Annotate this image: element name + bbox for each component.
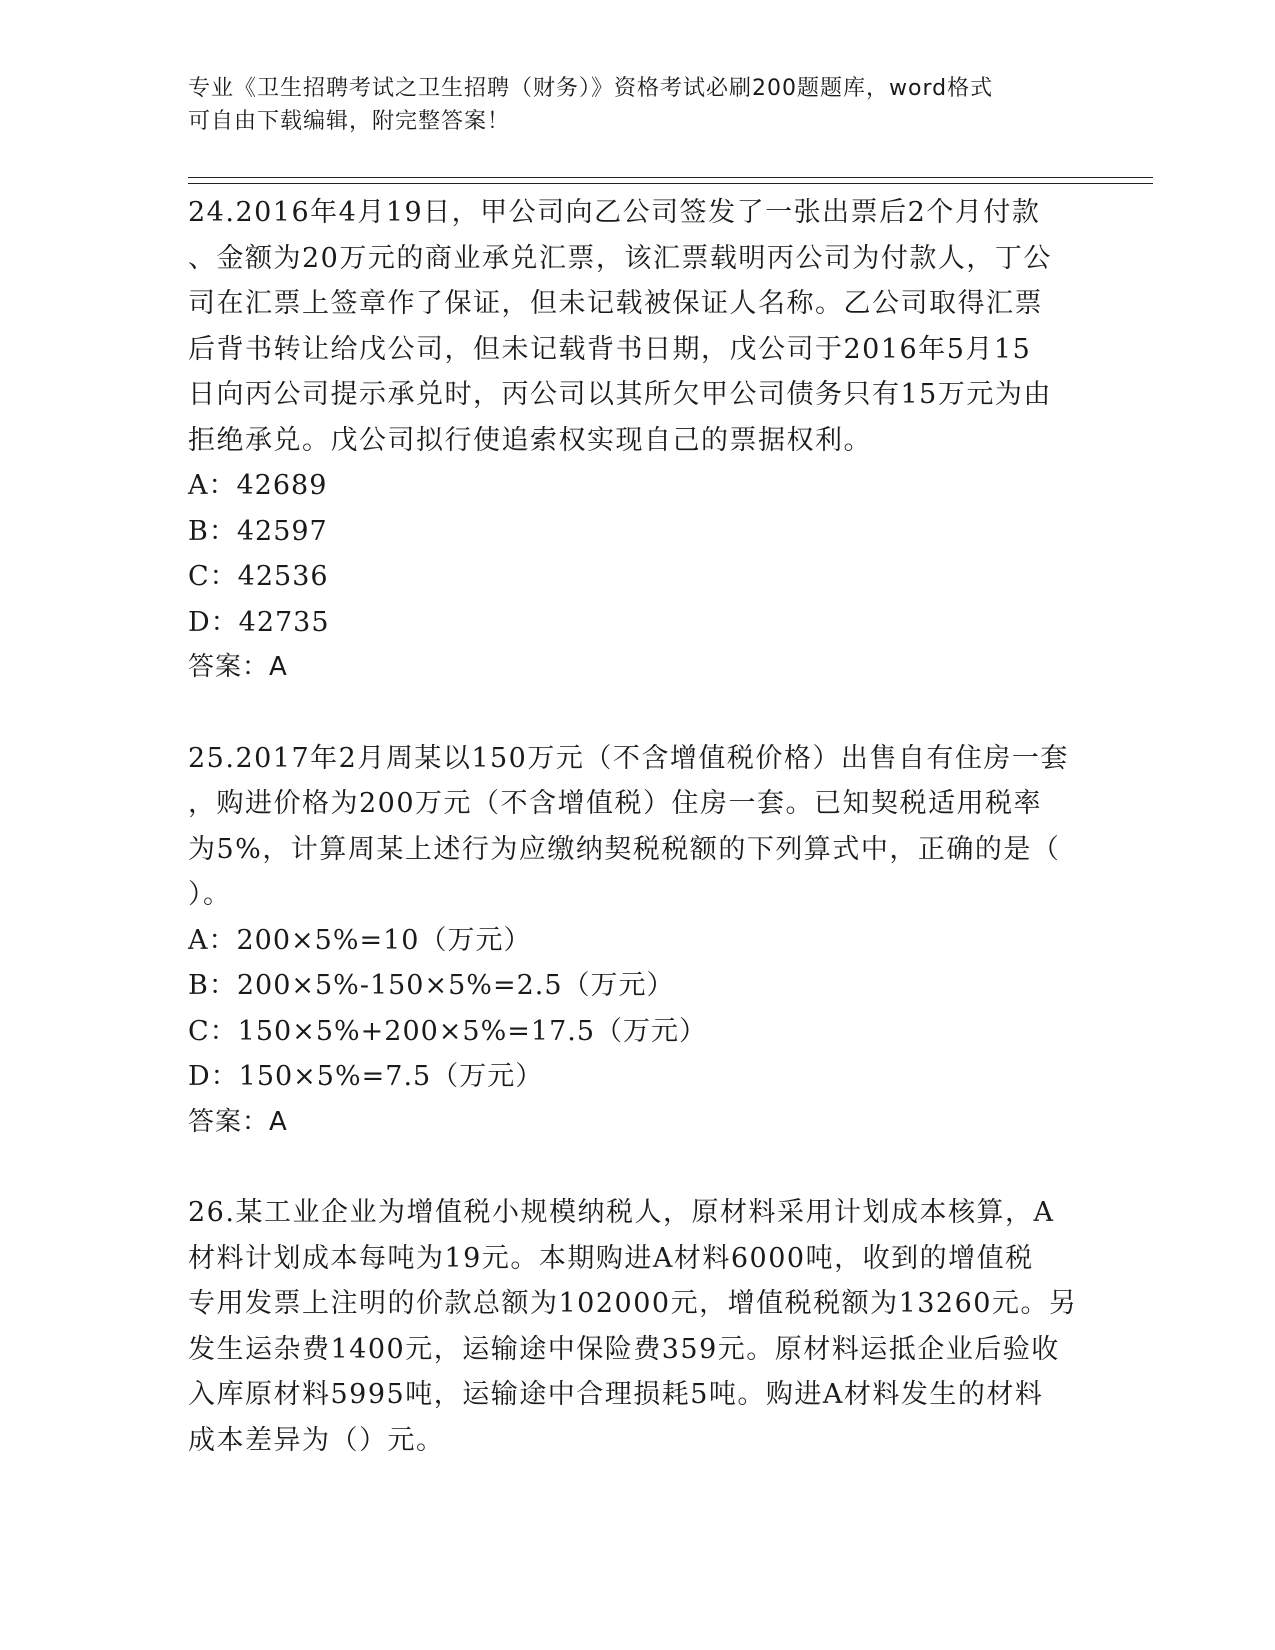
question-26 [188,1190,1088,1463]
question-text-line: 26.某工业企业为增值税小规模纳税人，原材料采用计划成本核算，A [188,1197,1055,1228]
option-a: A：42689 [188,470,328,501]
answer-label: 答案：A [188,652,288,682]
option-b: B：200×5%-150×5%=2.5（万元） [188,970,675,1001]
question-25 [188,736,1088,1146]
question-text-line: 入库原材料5995吨，运输途中合理损耗5吨。购进A材料发生的材料 [188,1379,1044,1410]
question-text-line: 拒绝承兑。戊公司拟行使追索权实现自己的票据权利。 [188,424,872,456]
question-text-line: 为5%，计算周某上述行为应缴纳契税税额的下列算式中，正确的是（ [188,833,1061,865]
question-text-line: 专用发票上注明的价款总额为102000元，增值税税额为13260元。另 [188,1288,1078,1319]
question-text-line: 材料计划成本每吨为19元。本期购进A材料6000吨，收到的增值税 [188,1242,1034,1274]
question-text-line: 后背书转让给戊公司，但未记载背书日期，戊公司于2016年5月15 [188,333,1032,365]
option-b: B：42597 [188,515,328,547]
question-24 [188,190,1088,691]
question-list [188,190,1088,1463]
document-header [188,72,1068,138]
question-text-line: ）。 [188,879,232,910]
question-spacer [188,1145,1088,1190]
question-text-line: 25.2017年2月周某以150万元（不含增值税价格）出售自有住房一套 [188,742,1069,774]
question-text-line: ，购进价格为200万元（不含增值税）住房一套。已知契税适用税率 [188,788,1043,819]
question-text-line: 发生运杂费1400元，运输途中保险费359元。原材料运抵企业后验收 [188,1333,1060,1365]
header-title-line-2: 可自由下载编辑，附完整答案！ [188,109,511,134]
option-a: A：200×5%=10（万元） [188,924,532,956]
question-text-line: 24.2016年4月19日，甲公司向乙公司签发了一张出票后2个月付款 [188,197,1041,228]
option-d: D：150×5%=7.5（万元） [188,1061,544,1092]
header-divider-top [188,177,1153,178]
question-text-line: 日向丙公司提示承兑时，丙公司以其所欠甲公司债务只有15万元为由 [188,379,1052,410]
option-d: D：42735 [188,606,330,638]
question-spacer [188,691,1088,736]
header-divider-bottom [188,183,1153,184]
option-c: C：42536 [188,561,329,592]
option-c: C：150×5%+200×5%=17.5（万元） [188,1015,708,1047]
answer-label: 答案：A [188,1106,288,1137]
question-text-line: 、金额为20万元的商业承兑汇票，该汇票载明丙公司为付款人，丁公 [188,242,1052,274]
header-title-line-1: 专业《卫生招聘考试之卫生招聘（财务）》资格考试必刷200题题库，word格式 [188,76,994,101]
question-text-line: 司在汇票上签章作了保证，但未记载被保证人名称。乙公司取得汇票 [188,288,1043,319]
question-text-line: 成本差异为（）元。 [188,1424,445,1456]
